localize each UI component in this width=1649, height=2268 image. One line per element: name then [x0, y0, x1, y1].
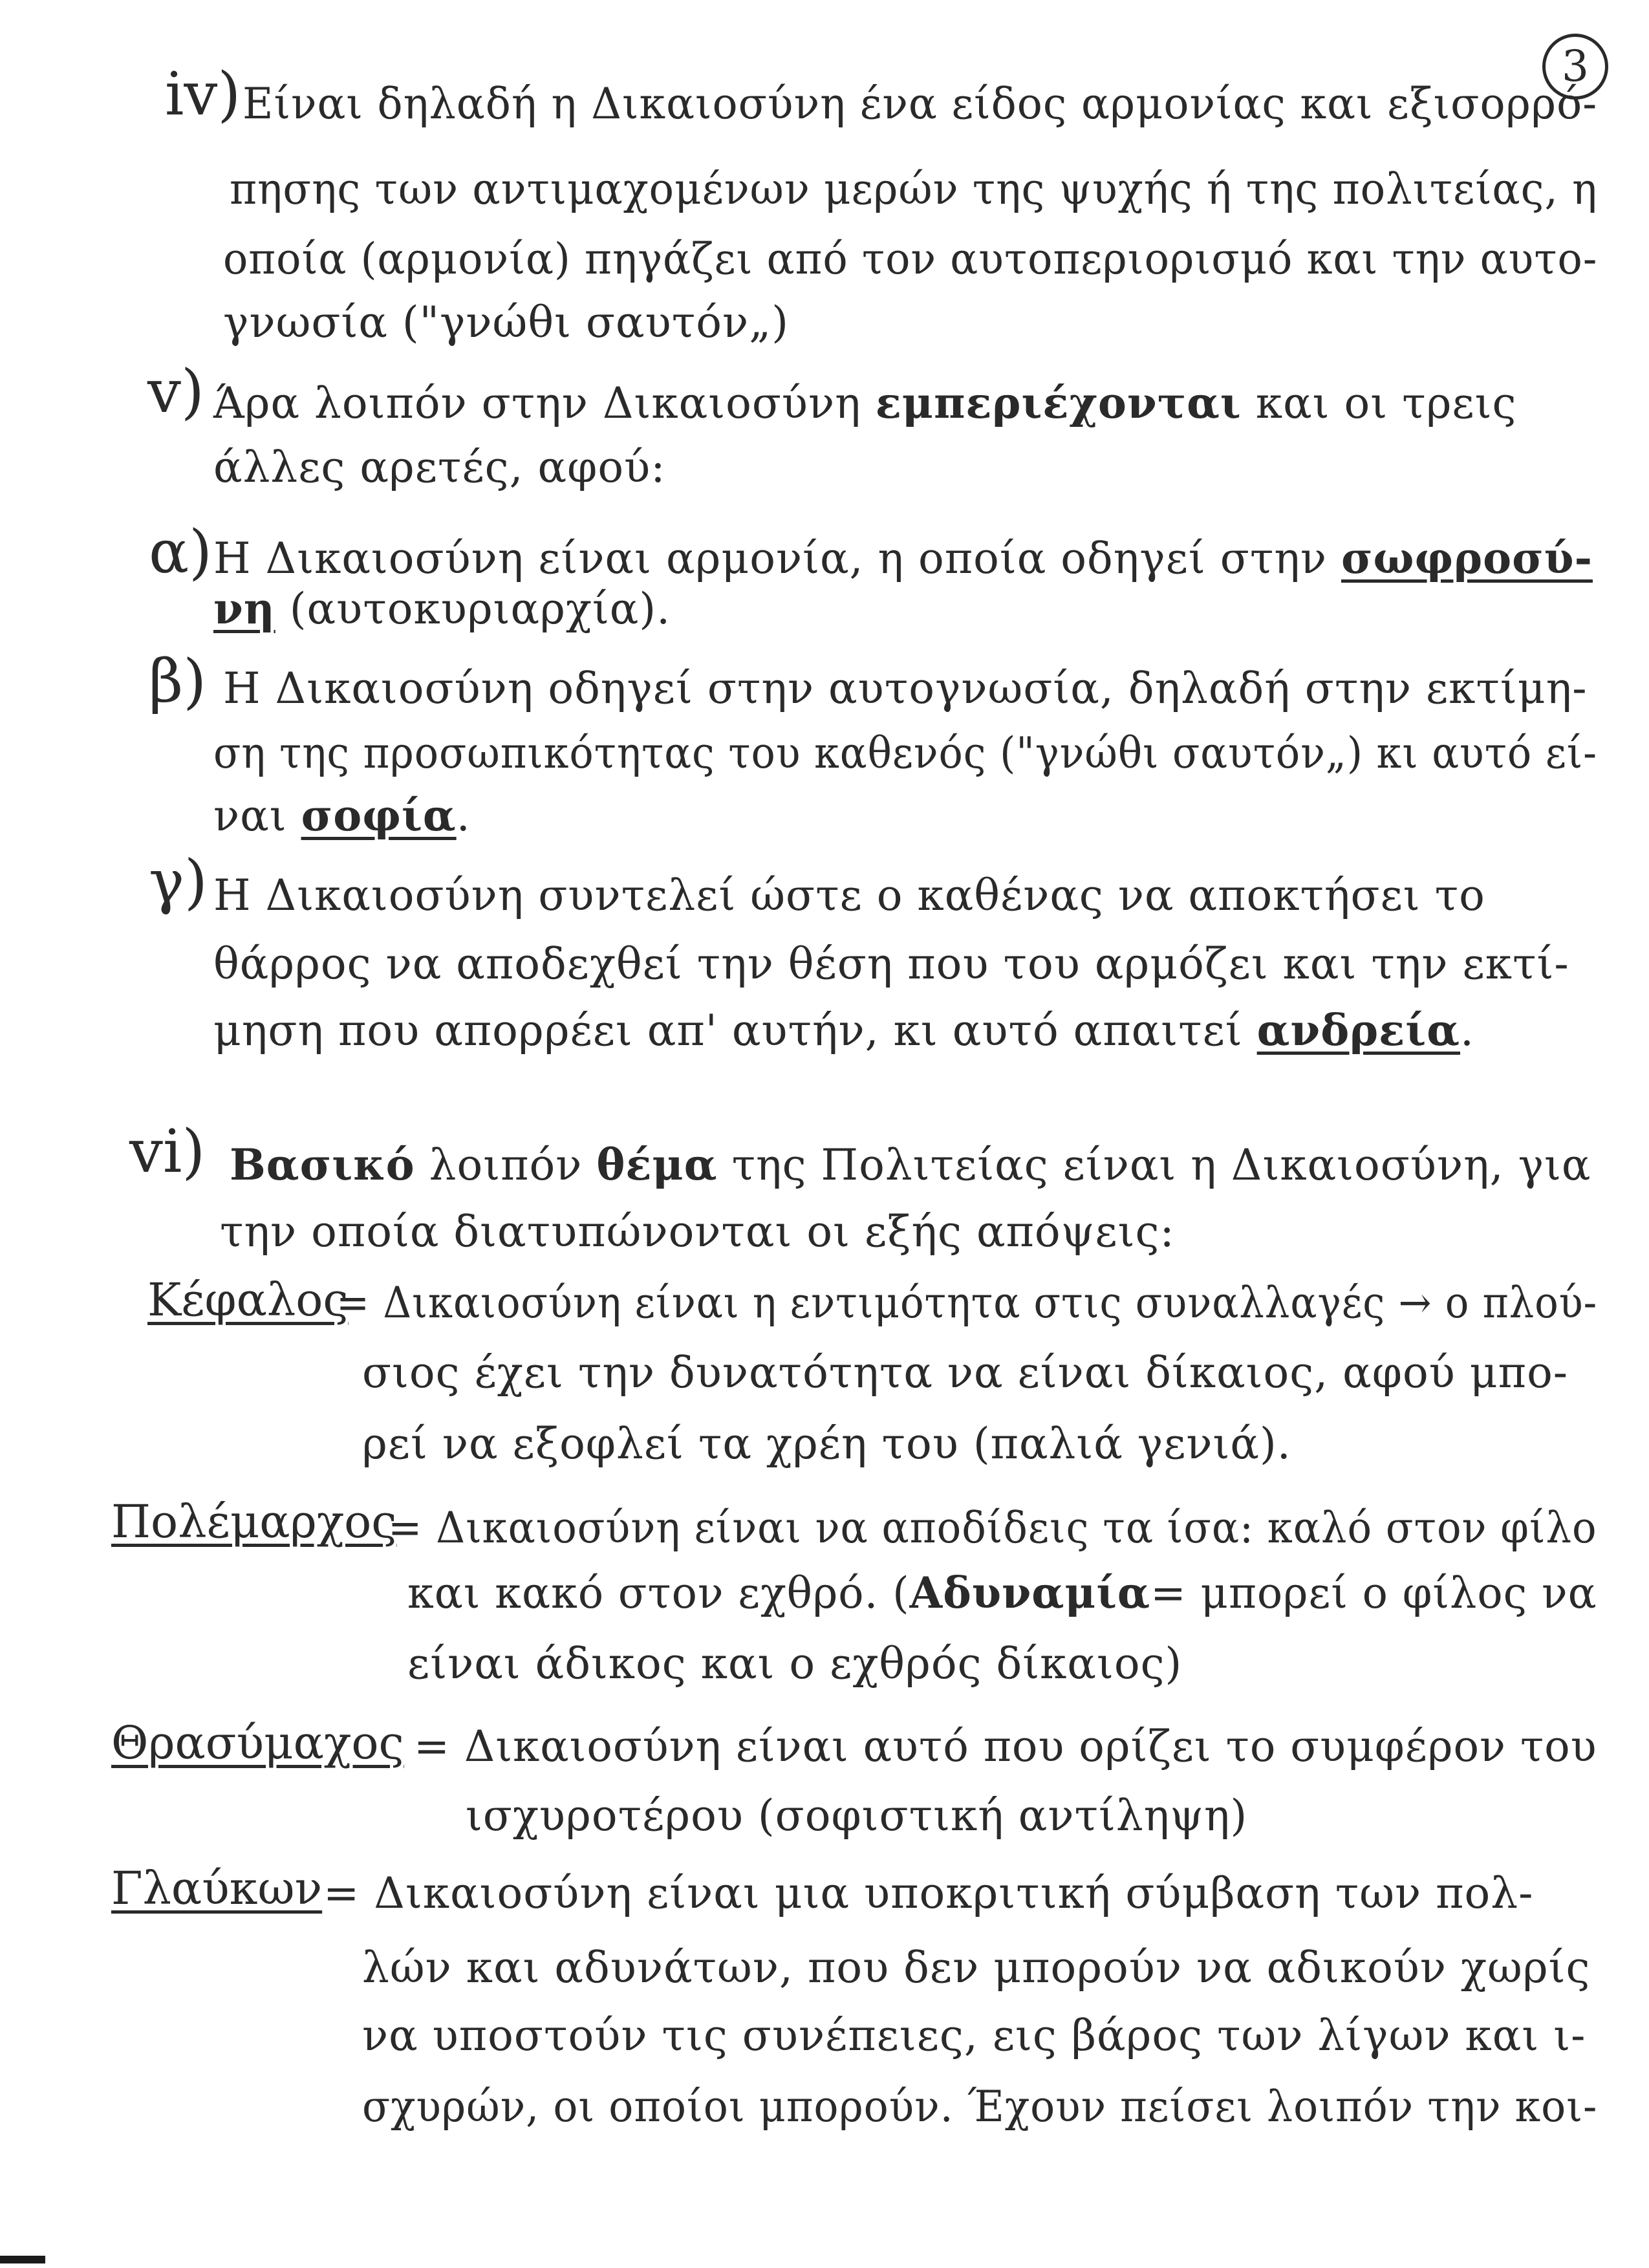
item-c-line-3	[213, 1005, 1474, 1055]
section-iv-marker: iv)	[165, 59, 241, 129]
item-a-line-2	[213, 583, 671, 634]
item-c-line-3-text: μηση που απορρέει απ' αυτήν, κι αυτό απαιτεί	[213, 1006, 1243, 1055]
item-a-marker: α)	[149, 517, 213, 587]
item-b-line-2: ση της προσωπικότητας του καθενός ("γνώθι σαυτόν„) κι αυτό εί-	[213, 728, 1598, 778]
section-v-line-2: άλλες αρετές, αφού:	[213, 442, 666, 492]
section-v-line-1-bold: εμπεριέχονται	[875, 378, 1242, 428]
view-kefalos-term: Κέφαλος	[147, 1273, 349, 1326]
section-iv-line-4: γνωσία ("γνώθι σαυτόν„)	[223, 297, 790, 347]
item-a-term-sofrosyni-2: νη	[213, 583, 275, 634]
view-kefalos-line-1: = Δικαιοσύνη είναι η εντιμότητα στις συναλλαγές → ο πλού-	[336, 1278, 1598, 1328]
item-b-line-1: Η Δικαιοσύνη οδηγεί στην αυτογνωσία, δηλαδή στην εκτίμη-	[223, 664, 1588, 713]
section-v-marker: v)	[147, 357, 204, 426]
view-polemarchos-line-2-end: = μπορεί ο φίλος να	[1150, 1568, 1597, 1618]
view-glaukon-line-4: σχυρών, οι οποίοι μπορούν. Έχουν πείσει λοιπόν την κοι-	[362, 2082, 1598, 2132]
view-thrasymachos-line-2: ισχυροτέρου (σοφιστική αντίληψη)	[466, 1791, 1248, 1841]
item-c-term-andreia: ανδρεία	[1256, 1005, 1460, 1055]
section-vi-word-vasiko: Βασικό	[230, 1139, 415, 1190]
view-kefalos-line-2: σιος έχει την δυνατότητα να είναι δίκαιος, αφού μπο-	[362, 1348, 1569, 1398]
page-number: 3	[1542, 34, 1608, 100]
scan-edge-mark	[0, 2256, 45, 2263]
view-polemarchos-line-3: είναι άδικος και ο εχθρός δίκαιος)	[407, 1639, 1183, 1689]
section-vi-marker: vi)	[129, 1117, 206, 1186]
section-vi-line-2: την οποία διατυπώνονται οι εξής απόψεις:	[220, 1207, 1175, 1257]
view-polemarchos-term: Πολέμαρχος	[111, 1495, 397, 1548]
section-vi-line-1-end: της Πολιτείας είναι η Δικαιοσύνη, για	[731, 1140, 1591, 1190]
item-b-line-3	[213, 790, 471, 841]
view-thrasymachos-line-1: = Δικαιοσύνη είναι αυτό που ορίζει το συμφέρον του	[414, 1722, 1597, 1771]
view-thrasymachos-term: Θρασύμαχος	[111, 1716, 404, 1769]
view-glaukon-line-1: = Δικαιοσύνη είναι μια υποκριτική σύμβαση των πολ-	[323, 1868, 1534, 1918]
item-a-line-2-text: (αυτοκυριαρχία).	[289, 584, 671, 634]
item-a-term-sofrosyni-1: σωφροσύ-	[1341, 533, 1593, 583]
section-iv-line-2: πησης των αντιμαχομένων μερών της ψυχής ή της πολιτείας, η	[230, 164, 1598, 214]
section-v-line-1-end: και οι τρεις	[1255, 378, 1517, 428]
item-c-line-2: θάρρος να αποδεχθεί την θέση που του αρμόζει και την εκτί-	[213, 939, 1569, 989]
view-kefalos-line-3: ρεί να εξοφλεί τα χρέη του (παλιά γενιά).	[362, 1419, 1291, 1469]
section-vi-word-loipon: λοιπόν	[429, 1140, 583, 1190]
item-b-line-3-text: ναι	[213, 791, 287, 841]
section-iv-line-1: Είναι δηλαδή η Δικαιοσύνη ένα είδος αρμονίας και εξισορρό-	[242, 79, 1598, 129]
view-glaukon-line-2: λών και αδυνάτων, που δεν μπορούν να αδικούν χωρίς	[362, 1943, 1591, 1993]
item-b-line-3-end: .	[456, 791, 471, 841]
section-v-line-1	[213, 378, 1517, 428]
item-c-line-3-end: .	[1460, 1006, 1474, 1055]
view-polemarchos-line-1: = Δικαιοσύνη είναι να αποδίδεις τα ίσα: καλό στον φίλο	[388, 1503, 1597, 1553]
item-c-line-1: Η Δικαιοσύνη συντελεί ώστε ο καθένας να αποκτήσει το	[213, 870, 1485, 920]
view-glaukon-term: Γλαύκων	[111, 1862, 323, 1915]
item-a-line-1-text: Η Δικαιοσύνη είναι αρμονία, η οποία οδηγεί στην	[213, 534, 1328, 583]
section-vi-line-1	[230, 1139, 1591, 1190]
view-polemarchos-line-2	[407, 1568, 1597, 1618]
section-vi-word-thema: θέμα	[596, 1139, 718, 1190]
section-iv-line-3: οποία (αρμονία) πηγάζει από τον αυτοπεριορισμό και την αυτο-	[223, 234, 1598, 284]
view-polemarchos-line-2-start: και κακό στον εχθρό. (	[407, 1568, 910, 1618]
section-v-line-1-start: Άρα λοιπόν στην Δικαιοσύνη	[213, 378, 861, 428]
view-polemarchos-adynamia: Αδυναμία	[909, 1568, 1151, 1618]
item-b-term-sofia: σοφία	[301, 790, 457, 841]
item-a-line-1	[213, 533, 1593, 583]
item-c-marker: γ)	[149, 847, 208, 916]
item-b-marker: β)	[149, 647, 207, 716]
view-glaukon-line-3: να υποστούν τις συνέπειες, εις βάρος των λίγων και ι-	[362, 2011, 1586, 2060]
